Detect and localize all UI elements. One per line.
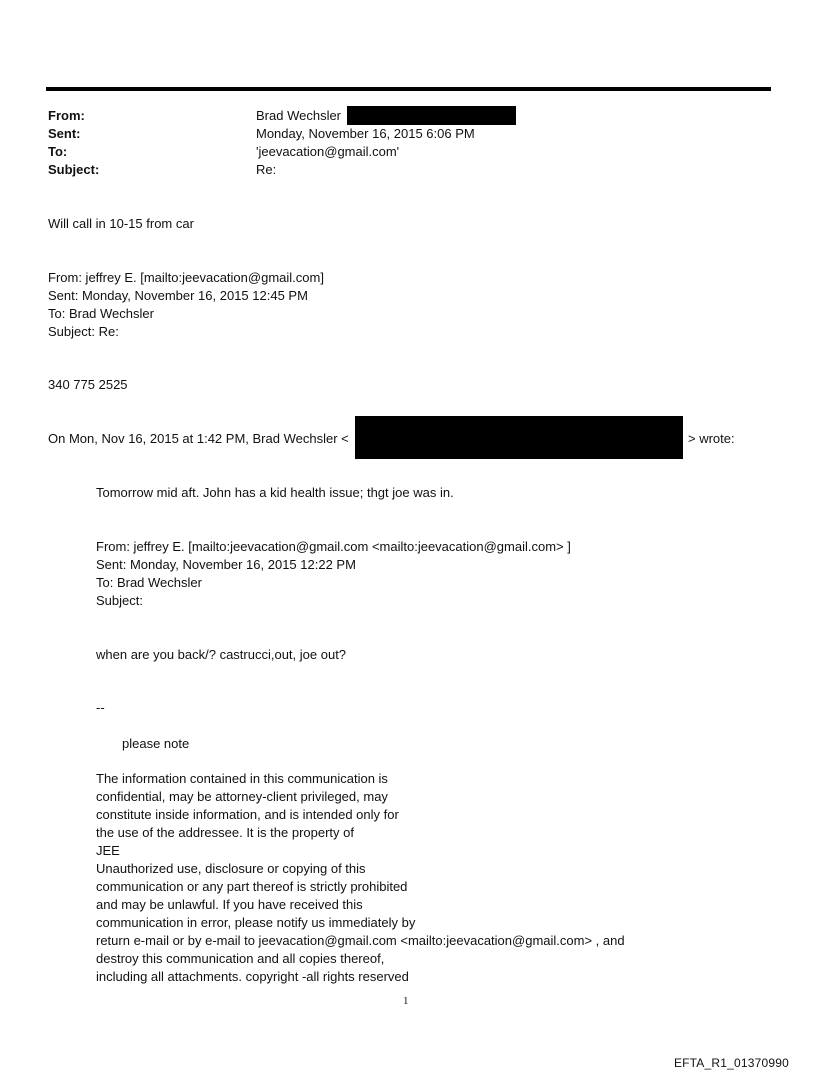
disclaimer-line: Unauthorized use, disclosure or copying of this bbox=[96, 861, 366, 876]
quoted2-to: To: Brad Wechsler bbox=[96, 575, 202, 590]
disclaimer-line: including all attachments. copyright -all rights reserved bbox=[96, 969, 409, 984]
on-wrote-prefix: On Mon, Nov 16, 2015 at 1:42 PM, Brad Wechsler < bbox=[48, 431, 349, 446]
disclaimer-line: communication or any part thereof is strictly prohibited bbox=[96, 879, 408, 894]
phone-number: 340 775 2525 bbox=[48, 377, 128, 392]
disclaimer-line: return e-mail or by e-mail to jeevacation@gmail.com <mailto:jeevacation@gmail.com> , and bbox=[96, 933, 625, 948]
from-label: From: bbox=[48, 108, 85, 123]
redaction-box bbox=[347, 106, 516, 125]
disclaimer-line: communication in error, please notify us immediately by bbox=[96, 915, 416, 930]
quoted1-from: From: jeffrey E. [mailto:jeevacation@gmail.com] bbox=[48, 270, 324, 285]
disclaimer-line: confidential, may be attorney-client privileged, may bbox=[96, 789, 388, 804]
redaction-box bbox=[355, 416, 683, 459]
quoted2-sent: Sent: Monday, November 16, 2015 12:22 PM bbox=[96, 557, 356, 572]
from-value: Brad Wechsler bbox=[256, 108, 342, 123]
sent-label: Sent: bbox=[48, 126, 81, 141]
quoted1-to: To: Brad Wechsler bbox=[48, 306, 154, 321]
document-id: EFTA_R1_01370990 bbox=[673, 1056, 789, 1070]
question-text: when are you back/? castrucci,out, joe out? bbox=[96, 647, 347, 662]
disclaimer-line: and may be unlawful. If you have received this bbox=[96, 897, 363, 912]
disclaimer-line: the use of the addressee. It is the property of bbox=[96, 825, 354, 840]
to-label: To: bbox=[48, 144, 68, 159]
subject-value: Re: bbox=[256, 162, 277, 177]
quoted2-from: From: jeffrey E. [mailto:jeevacation@gmail.com <mailto:jeevacation@gmail.com> ] bbox=[96, 539, 571, 554]
disclaimer-line: JEE bbox=[96, 843, 120, 858]
disclaimer-line: destroy this communication and all copies thereof, bbox=[96, 951, 385, 966]
tomorrow-text: Tomorrow mid aft. John has a kid health issue; thgt joe was in. bbox=[96, 485, 454, 500]
disclaimer-line: The information contained in this communication is bbox=[96, 771, 388, 786]
reply-text: Will call in 10-15 from car bbox=[48, 216, 194, 231]
quoted2-subject: Subject: bbox=[96, 593, 143, 608]
page-number: 1 bbox=[403, 995, 409, 1007]
quoted1-sent: Sent: Monday, November 16, 2015 12:45 PM bbox=[48, 288, 308, 303]
signature-separator: -- bbox=[96, 700, 105, 715]
quoted1-subject: Subject: Re: bbox=[48, 324, 119, 339]
please-note: please note bbox=[122, 736, 190, 751]
on-wrote-suffix: > wrote: bbox=[688, 431, 735, 446]
subject-label: Subject: bbox=[48, 162, 100, 177]
header-rule bbox=[46, 87, 771, 91]
to-value: 'jeevacation@gmail.com' bbox=[256, 144, 400, 159]
disclaimer-line: constitute inside information, and is intended only for bbox=[96, 807, 399, 822]
sent-value: Monday, November 16, 2015 6:06 PM bbox=[256, 126, 475, 141]
